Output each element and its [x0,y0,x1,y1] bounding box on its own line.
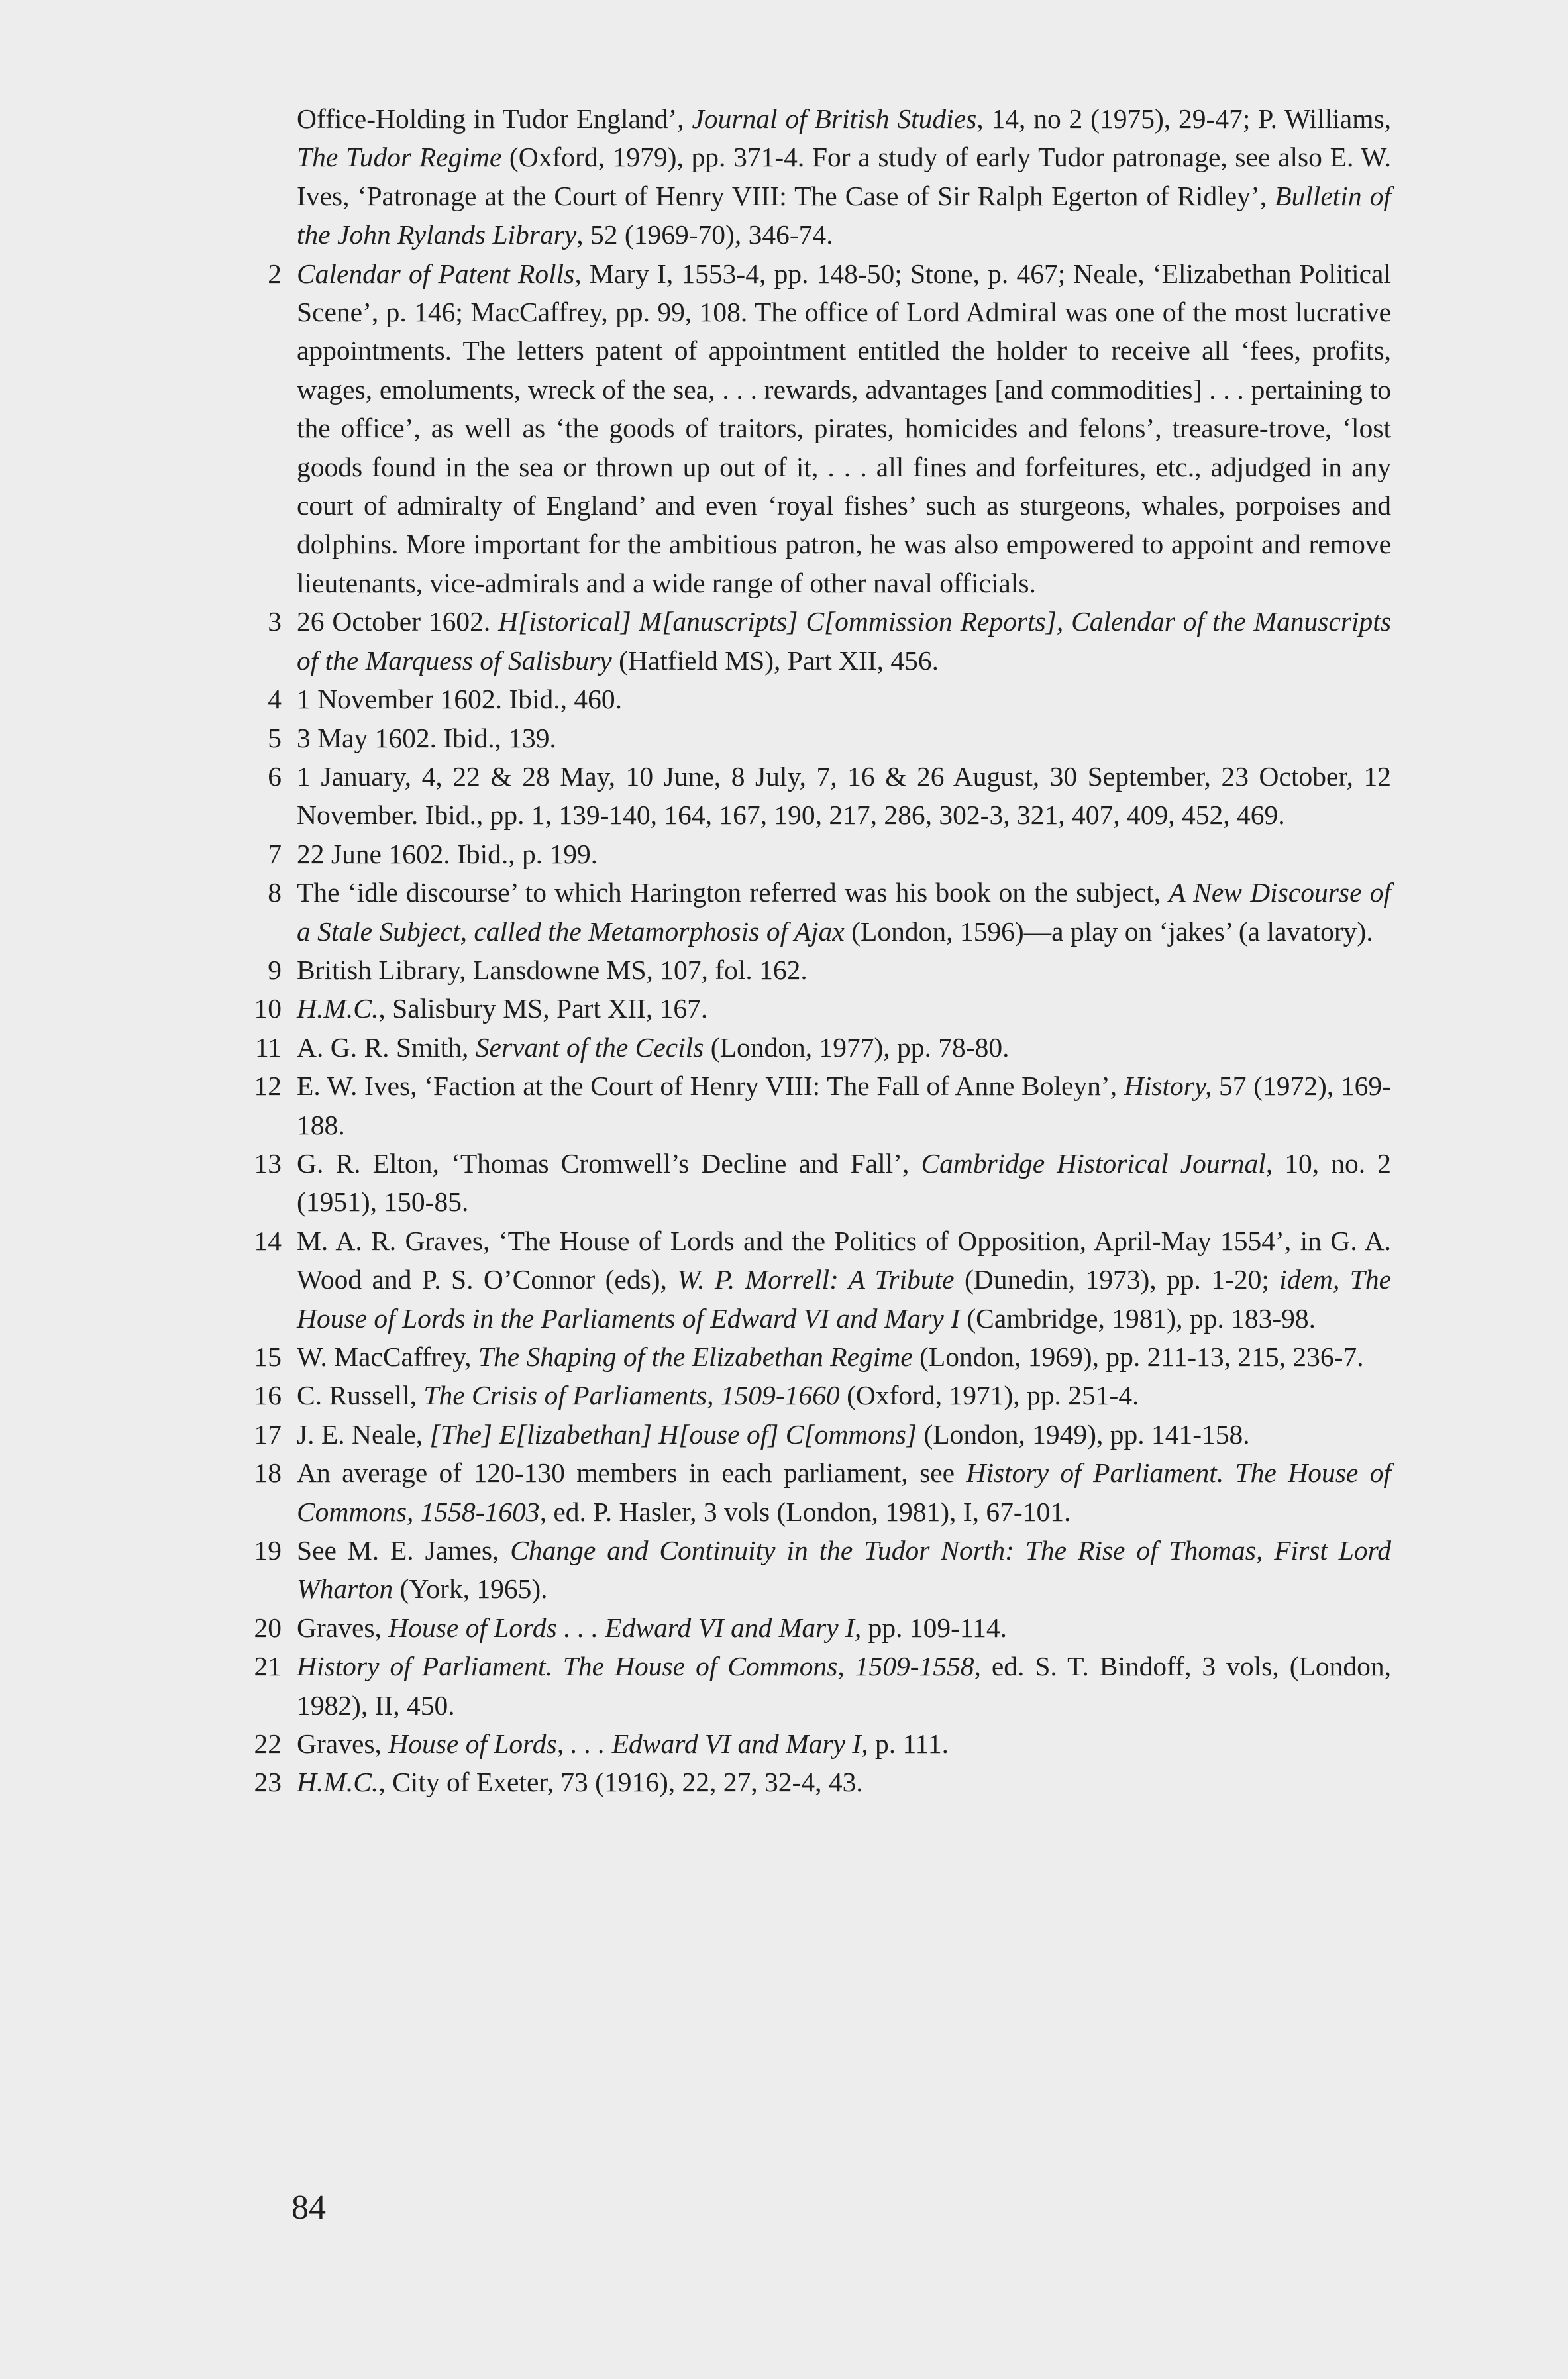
text-run: 1 November 1602. Ibid., 460. [297,684,623,715]
italic-title: The Crisis of Parliaments, 1509-1660 [423,1380,840,1411]
endnote [235,1647,1391,1724]
endnote-text [297,1148,1391,1217]
endnote-number: 23 [254,1767,282,1798]
endnote [235,602,1391,680]
text-run: See M. E. James, [297,1535,511,1566]
text-run: Graves, [297,1612,389,1643]
endnote-number: 21 [254,1651,282,1682]
italic-title: [The] E[lizabethan] H[ouse of] C[ommons] [429,1418,917,1450]
text-run: 1 January, 4, 22 & 28 May, 10 June, 8 July, 7, 16 & 26 August, 30 September, 23 October, 12 November. Ibid., pp. 1, 139-140, 164, 167, 190, 217, 286, 302-3, 321, 407, 409, 452, 469. [297,761,1391,831]
endnote-text [297,1535,1391,1604]
text-run: (Cambridge, 1981), pp. 183-98. [959,1302,1316,1334]
endnote-text [297,606,1391,675]
endnote [235,835,1391,873]
endnote-text [297,1612,1007,1643]
text-run: C. Russell, [297,1380,424,1411]
italic-title: History of Parliament. The House of Commons, 1509-1558, [297,1651,981,1682]
endnote-text [297,684,622,714]
text-run: ed. P. Hasler, 3 vols (London, 1981), I, 67-101. [546,1496,1071,1527]
italic-title: House of Lords, . . . Edward VI and Mary I, [388,1728,868,1760]
text-run: (Oxford, 1979), pp. 371-4. For a study of early Tudor patronage, see also E. W. Ives, ‘Patronage at the Court of Henry VIII: The Case of Sir Ralph Egerton of Ridley’, [297,142,1391,211]
text-run: (Oxford, 1971), pp. 251-4. [839,1380,1139,1411]
endnote-text [297,1226,1391,1334]
endnote-text [297,1457,1391,1526]
endnote [235,99,1391,254]
endnote-number: 7 [268,838,282,869]
endnote-text [297,1728,949,1759]
text-run: An average of 120-130 members in each parliament, see [297,1457,967,1489]
italic-title: Bulletin of the John Rylands Library [297,180,1391,250]
text-run: Graves, [297,1728,389,1760]
endnote [235,951,1391,989]
text-run: E. W. Ives, ‘Faction at the Court of Henry VIII: The Fall of Anne Boleyn’, [297,1071,1124,1102]
endnote [235,1338,1391,1376]
endnote [235,1067,1391,1144]
text-run: , City of Exeter, 73 (1916), 22, 27, 32-4, 43. [378,1767,863,1798]
endnote [235,1222,1391,1338]
endnote-number: 10 [254,993,282,1024]
endnote-number: 11 [255,1031,282,1063]
italic-title: History of Parliament. The House of Commons, 1558-1603, [297,1457,1391,1527]
endnote-number: 3 [268,606,282,637]
text-run: , 14, no 2 (1975), 29-47; P. Williams, [976,103,1391,134]
endnote-number: 17 [254,1418,282,1450]
endnote [235,1454,1391,1531]
endnote [235,719,1391,757]
endnote-text [297,993,707,1024]
text-run: 10, no. 2 (1951), 150-85. [297,1147,1392,1218]
text-run: British Library, Lansdowne MS, 107, fol. 162. [297,954,808,985]
endnote [235,1415,1391,1454]
endnote [235,254,1391,603]
endnote-number: 12 [254,1071,282,1102]
italic-title: H.M.C. [297,1767,379,1798]
endnote-text [297,103,1391,250]
endnote-text [297,839,598,869]
italic-title: The Tudor Regime [297,142,502,173]
text-run: pp. 109-114. [861,1612,1007,1643]
endnote-number: 15 [254,1342,282,1372]
italic-title: Cambridge Historical Journal, [921,1147,1273,1179]
text-run: 26 October 1602. [297,606,499,637]
endnote-text [297,258,1391,598]
text-run: (Hatfield MS), Part XII, 456. [611,645,939,676]
italic-title: History, [1124,1071,1212,1102]
endnote-number: 9 [268,954,282,985]
endnote-number: 19 [254,1535,282,1566]
endnote-text [297,1419,1250,1450]
text-run: (York, 1965). [393,1573,548,1605]
italic-title: Journal of British Studies [692,103,977,134]
italic-title: Calendar of Patent Rolls, [297,258,582,289]
text-run: Mary I, 1553-4, pp. 148-50; Stone, p. 467; Neale, ‘Elizabethan Political Scene’, p. 146; MacCaffrey, pp. 99, 108. The office of Lord Admiral was one of the most lucrative appointments. The letters patent of appointment entitled the holder to receive all ‘fees, profits, wages, emoluments, wreck of the sea, . . . rewards, advantages [and commodities] . . . pertaining to the office’, as well as ‘the goods of traitors, pirates, homicides and felons’, treasure-trove, ‘lost goods found in the sea or thrown up out of it, . . . all fines and forfeitures, etc., adjudged in any court of admiralty of England’ and even ‘royal fishes’ such as sturgeons, whales, porpoises and dolphins. More important for the ambitious patron, he was also empowered to appoint and remove lieutenants, vice-admirals and a wide range of other naval officials. [297,258,1391,598]
italic-title: Servant of the Cecils [475,1031,704,1063]
text-run: (London, 1596)—a play on ‘jakes’ (a lavatory). [844,916,1373,947]
text-run: Office-Holding in Tudor England’, [297,103,692,134]
italic-title: The Shaping of the Elizabethan Regime [478,1342,913,1372]
endnote [235,1376,1391,1414]
endnote-number: 5 [268,722,282,753]
endnote-text [297,1032,1009,1063]
text-run: J. E. Neale, [297,1418,430,1450]
italic-title: A New Discourse of a Stale Subject, called the Metamorphosis of Ajax [297,877,1391,947]
text-run: (London, 1977), pp. 78-80. [704,1031,1010,1063]
text-run: , Salisbury MS, Part XII, 167. [378,993,708,1024]
text-run: ed. S. T. Bindoff, 3 vols, (London, 1982), II, 450. [297,1651,1391,1720]
endnote-text [297,955,808,985]
endnote [235,1763,1391,1801]
endnotes-list [235,99,1391,1802]
endnote-text [297,1071,1391,1139]
italic-title: House of Lords . . . Edward VI and Mary I, [388,1612,862,1643]
endnote-text [297,723,556,753]
endnote [235,989,1391,1028]
endnote-number: 14 [254,1225,282,1256]
endnote-text [297,761,1391,830]
italic-title: H[istorical] M[anuscripts] C[ommission Reports], Calendar of the Manuscripts of the Marquess of Salisbury [297,606,1391,676]
text-run: (London, 1949), pp. 141-158. [917,1418,1250,1450]
endnote [235,1531,1391,1609]
endnote-number: 18 [254,1457,282,1489]
text-run: , 52 (1969-70), 346-74. [576,219,833,250]
endnote [235,1144,1391,1222]
italic-title: idem, The House of Lords in the Parliaments of Edward VI and Mary I [297,1264,1391,1334]
endnote-number: 20 [254,1612,282,1643]
text-run: M. A. R. Graves, ‘The House of Lords and the Politics of Opposition, April-May 1554’, in G. A. Wood and P. S. O’Connor (eds), [297,1225,1391,1295]
endnote-number: 8 [268,877,282,908]
text-run: W. MacCaffrey, [297,1342,478,1372]
endnote-number: 6 [268,761,282,792]
endnote-text [297,1767,863,1797]
endnote-number: 22 [254,1728,282,1760]
text-run: p. 111. [868,1728,949,1760]
endnote-number: 16 [254,1380,282,1411]
endnote-text [297,877,1391,946]
italic-title: H.M.C. [297,993,379,1024]
endnote [235,1028,1391,1067]
text-run: The ‘idle discourse’ to which Harington referred was his book on the subject, [297,877,1169,908]
text-run: (Dunedin, 1973), pp. 1-20; [954,1264,1280,1295]
text-run: 57 (1972), 169-188. [297,1071,1391,1140]
text-run: (London, 1969), pp. 211-13, 215, 236-7. [912,1342,1364,1372]
endnote [235,680,1391,718]
text-run: 22 June 1602. Ibid., p. 199. [297,838,598,869]
endnote-text [297,1651,1391,1720]
endnote [235,1609,1391,1647]
endnote-text [297,1380,1139,1410]
text-run: G. R. Elton, ‘Thomas Cromwell’s Decline and Fall’, [297,1147,921,1179]
endnote [235,873,1391,951]
endnote-number: 13 [254,1147,282,1179]
text-run: A. G. R. Smith, [297,1031,476,1063]
endnote [235,757,1391,835]
page-number: 84 [291,2189,326,2227]
italic-title: W. P. Morrell: A Tribute [677,1264,955,1295]
endnote-number: 4 [268,684,282,715]
italic-title: Change and Continuity in the Tudor North: The Rise of Thomas, First Lord Wharton [297,1535,1391,1605]
text-run: 3 May 1602. Ibid., 139. [297,722,556,753]
endnote [235,1724,1391,1763]
endnote-number: 2 [268,258,282,289]
endnote-text [297,1342,1364,1372]
